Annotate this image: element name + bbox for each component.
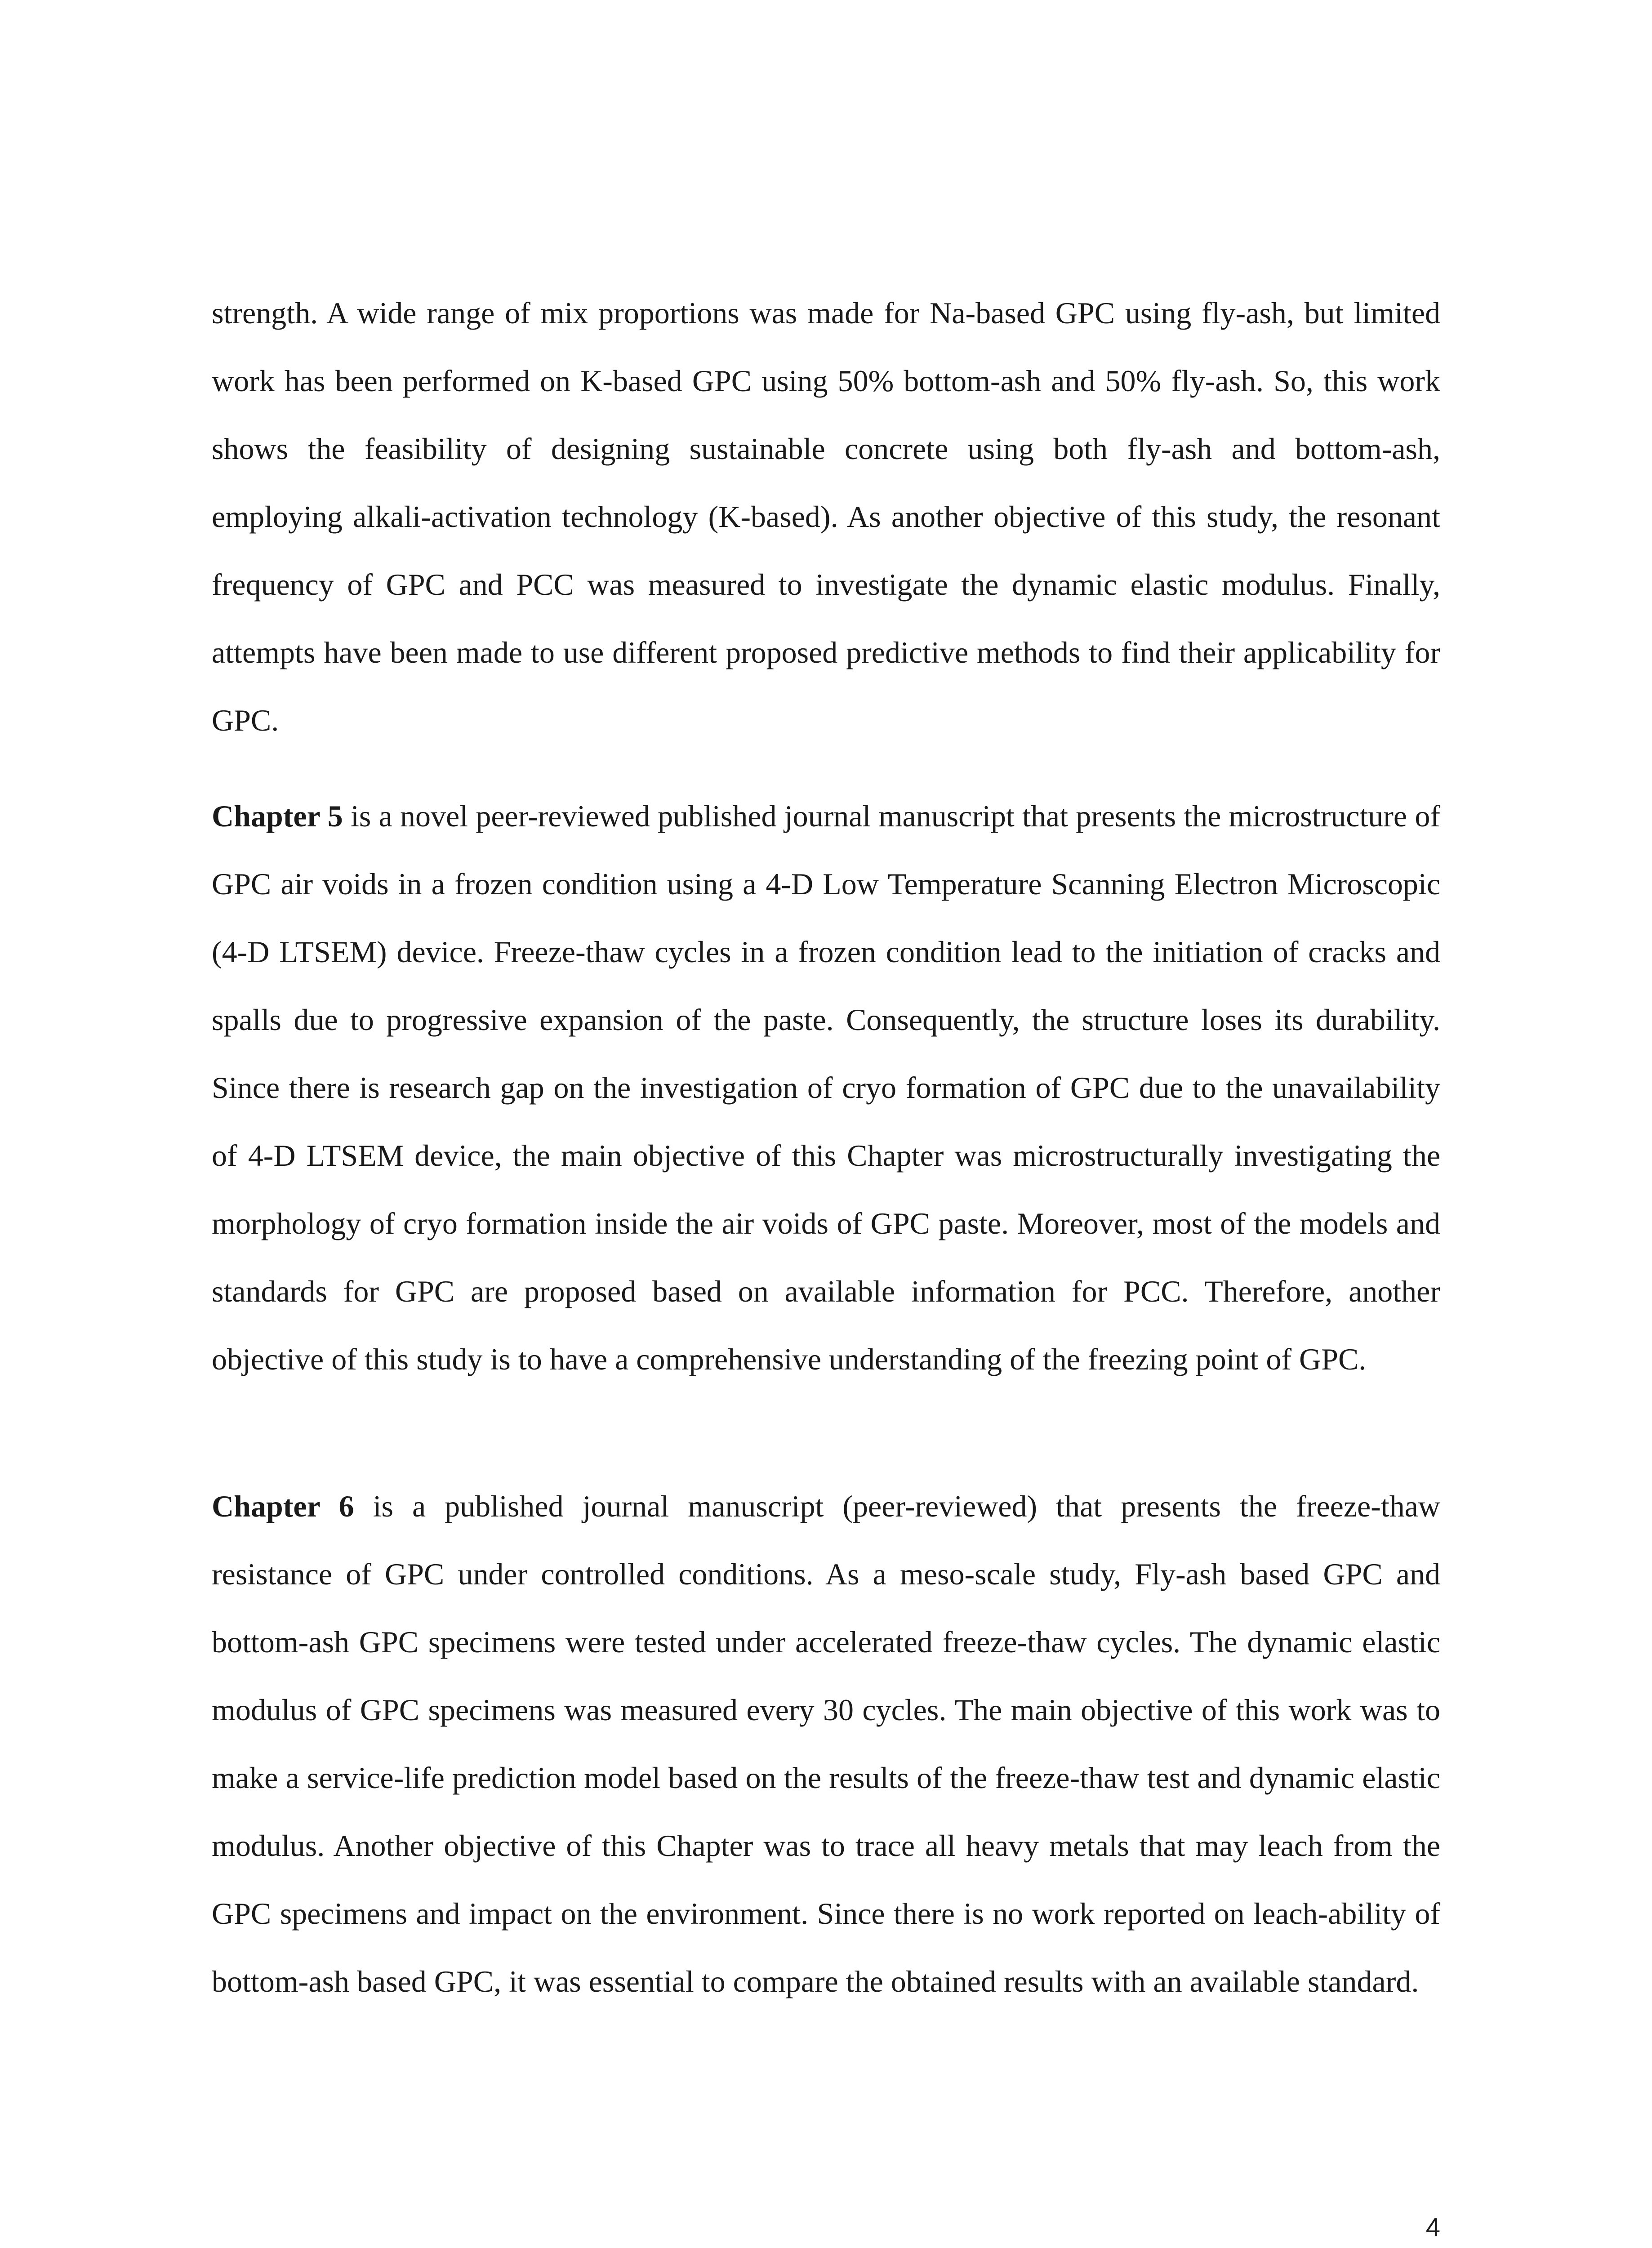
paragraph-text [212,279,1440,754]
paragraph-body: strength. A wide range of mix proportions was made for Na-based GPC using fly-ash, but limited work has been performed on K-based GPC using 50% bottom-ash and 50% fly-ash. So, this work shows the feasibility of designing sustainable concrete using both fly-ash and bottom-ash, employing alkali-activation technology (K-based). As another objective of this study, the resonant frequency of GPC and PCC was measured to investigate the dynamic elastic modulus. Finally, attempts have been made to use different proposed predictive methods to find their applicability for GPC. [212,296,1440,737]
page-number: 4 [1425,2213,1440,2242]
body-paragraph-chapter-6 [212,1472,1440,2016]
body-paragraph-chapter-5 [212,782,1440,1393]
paragraph-text [212,1472,1440,2016]
chapter-6-label: Chapter 6 [212,1489,354,1523]
chapter-5-label: Chapter 5 [212,799,343,833]
paragraph-body: is a published journal manuscript (peer-reviewed) that presents the freeze-thaw resistance of GPC under controlled conditions. As a meso-scale study, Fly-ash based GPC and bottom-ash GPC specimens were tested under accelerated freeze-thaw cycles. The dynamic elastic modulus of GPC specimens was measured every 30 cycles. The main objective of this work was to make a service-life prediction model based on the results of the freeze-thaw test and dynamic elastic modulus. Another objective of this Chapter was to trace all heavy metals that may leach from the GPC specimens and impact on the environment. Since there is no work reported on leach-ability of bottom-ash based GPC, it was essential to compare the obtained results with an available standard. [212,1489,1440,1998]
body-paragraph-1 [212,279,1440,754]
paragraph-text [212,782,1440,1393]
paragraph-body: is a novel peer-reviewed published journal manuscript that presents the microstructure of GPC air voids in a frozen condition using a 4-D Low Temperature Scanning Electron Microscopic (4-D LTSEM) device. Freeze-thaw cycles in a frozen condition lead to the initiation of cracks and spalls due to progressive expansion of the paste. Consequently, the structure loses its durability. Since there is research gap on the investigation of cryo formation of GPC due to the unavailability of 4-D LTSEM device, the main objective of this Chapter was microstructurally investigating the morphology of cryo formation inside the air voids of GPC paste. Moreover, most of the models and standards for GPC are proposed based on available information for PCC. Therefore, another objective of this study is to have a comprehensive understanding of the freezing point of GPC. [212,799,1440,1376]
